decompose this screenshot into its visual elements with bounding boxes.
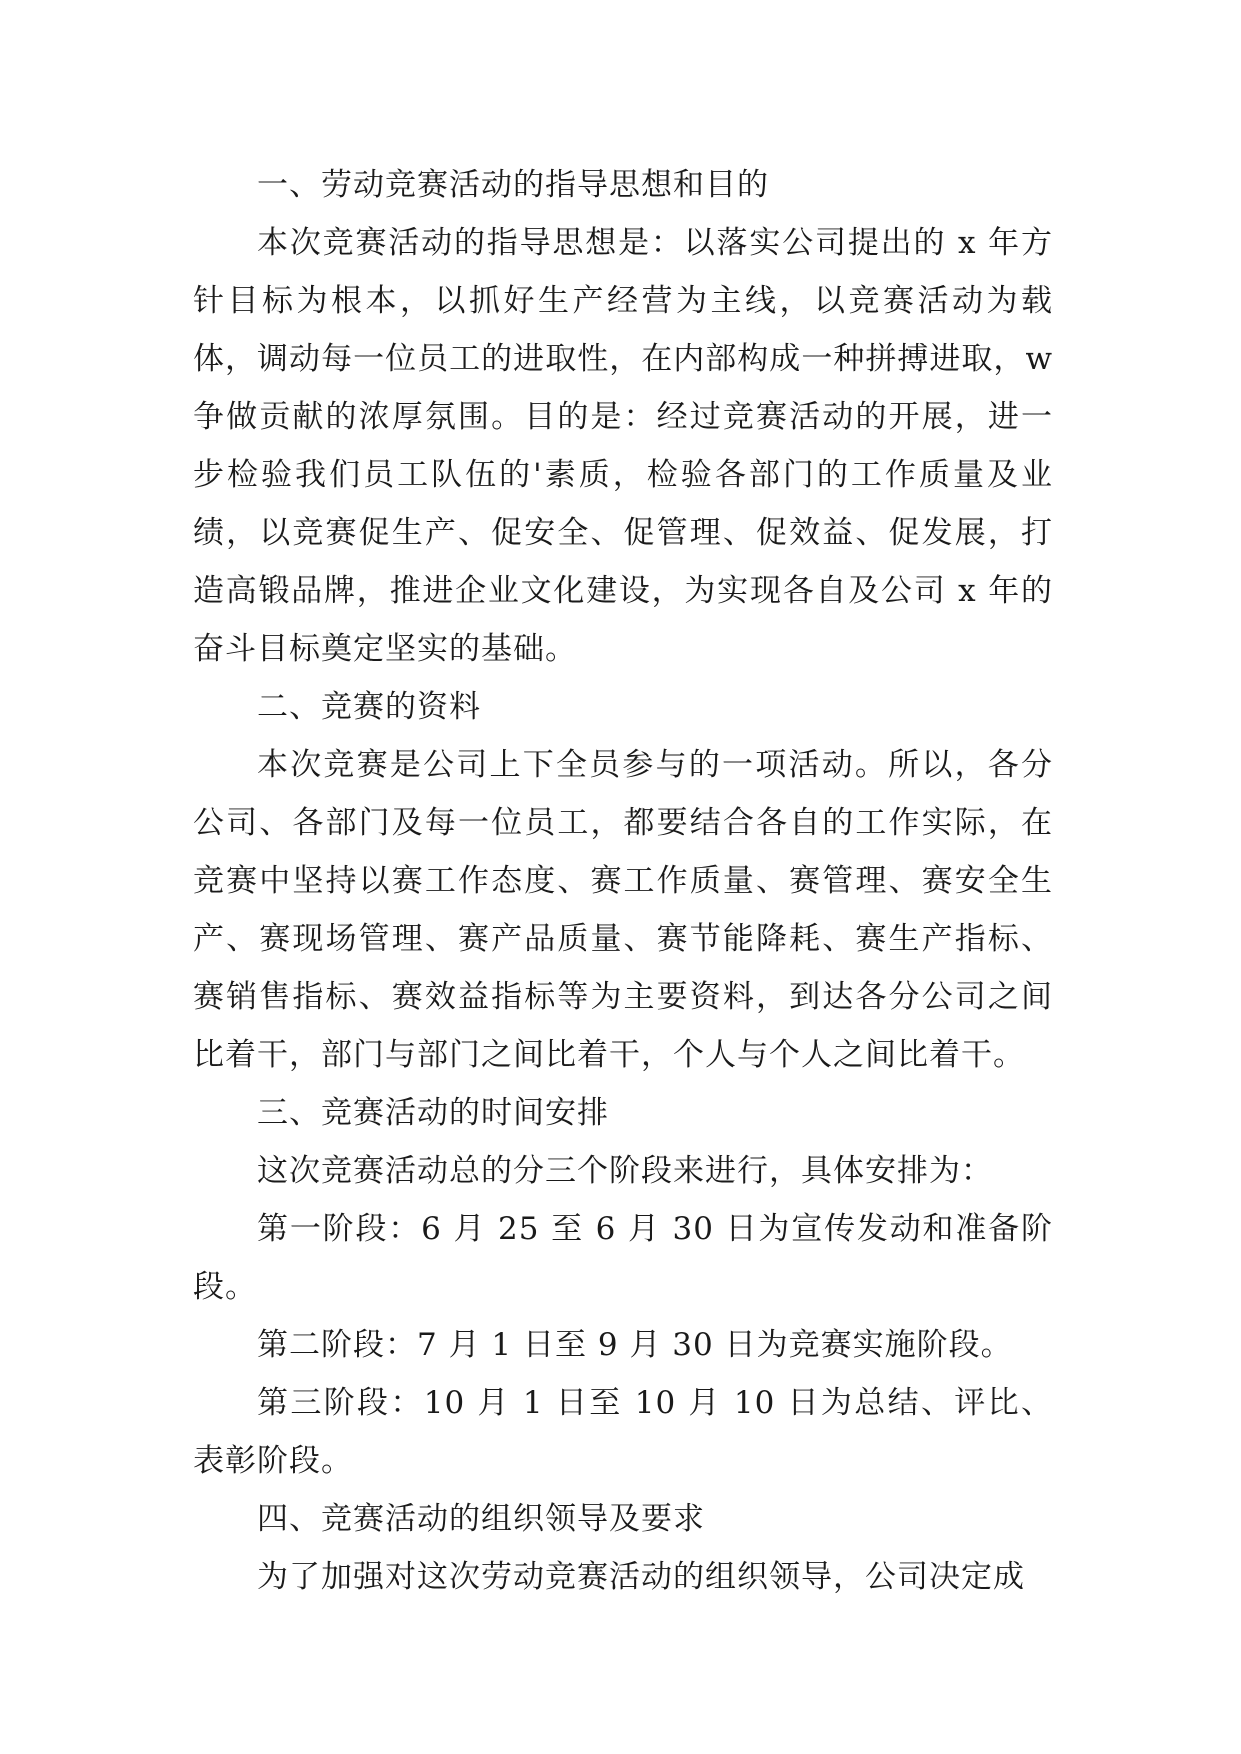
paragraph-stage-one: 第一阶段：6 月 25 至 6 月 30 日为宣传发动和准备阶段。: [193, 1211, 1053, 1305]
heading-organization: 四、竞赛活动的组织领导及要求: [257, 1501, 705, 1537]
paragraph-stage-two: 第二阶段：7 月 1 日至 9 月 30 日为竞赛实施阶段。: [257, 1327, 1013, 1363]
heading-schedule: 三、竞赛活动的时间安排: [257, 1095, 609, 1131]
paragraph-stage-three: 第三阶段：10 月 1 日至 10 月 10 日为总结、评比、表彰阶段。: [193, 1385, 1053, 1479]
heading-guiding-ideology: 一、劳动竞赛活动的指导思想和目的: [257, 167, 769, 203]
paragraph-schedule-intro: 这次竞赛活动总的分三个阶段来进行，具体安排为：: [257, 1153, 993, 1189]
heading-competition-content: 二、竞赛的资料: [257, 689, 481, 725]
document-body: [193, 156, 1053, 1606]
paragraph-organization: 为了加强对这次劳动竞赛活动的组织领导，公司决定成: [257, 1559, 1025, 1595]
paragraph-guiding-ideology: 本次竞赛活动的指导思想是：以落实公司提出的 x 年方针目标为根本，以抓好生产经营为主线，以竞赛活动为载体，调动每一位员工的进取性，在内部构成一种拼搏进取，w 争做贡献的浓厚氛围。目的是：经过竞赛活动的开展，进一步检验我们员工队伍的'素质，检验各部门的工作质量及业绩，以竞赛促生产、促安全、促管理、促效益、促发展，打造高锻品牌，推进企业文化建设，为实现各自及公司 x 年的奋斗目标奠定坚实的基础。: [193, 225, 1053, 667]
paragraph-competition-content: 本次竞赛是公司上下全员参与的一项活动。所以，各分公司、各部门及每一位员工，都要结合各自的工作实际，在竞赛中坚持以赛工作态度、赛工作质量、赛管理、赛安全生产、赛现场管理、赛产品质量、赛节能降耗、赛生产指标、赛销售指标、赛效益指标等为主要资料，到达各分公司之间比着干，部门与部门之间比着干，个人与个人之间比着干。: [193, 747, 1053, 1073]
